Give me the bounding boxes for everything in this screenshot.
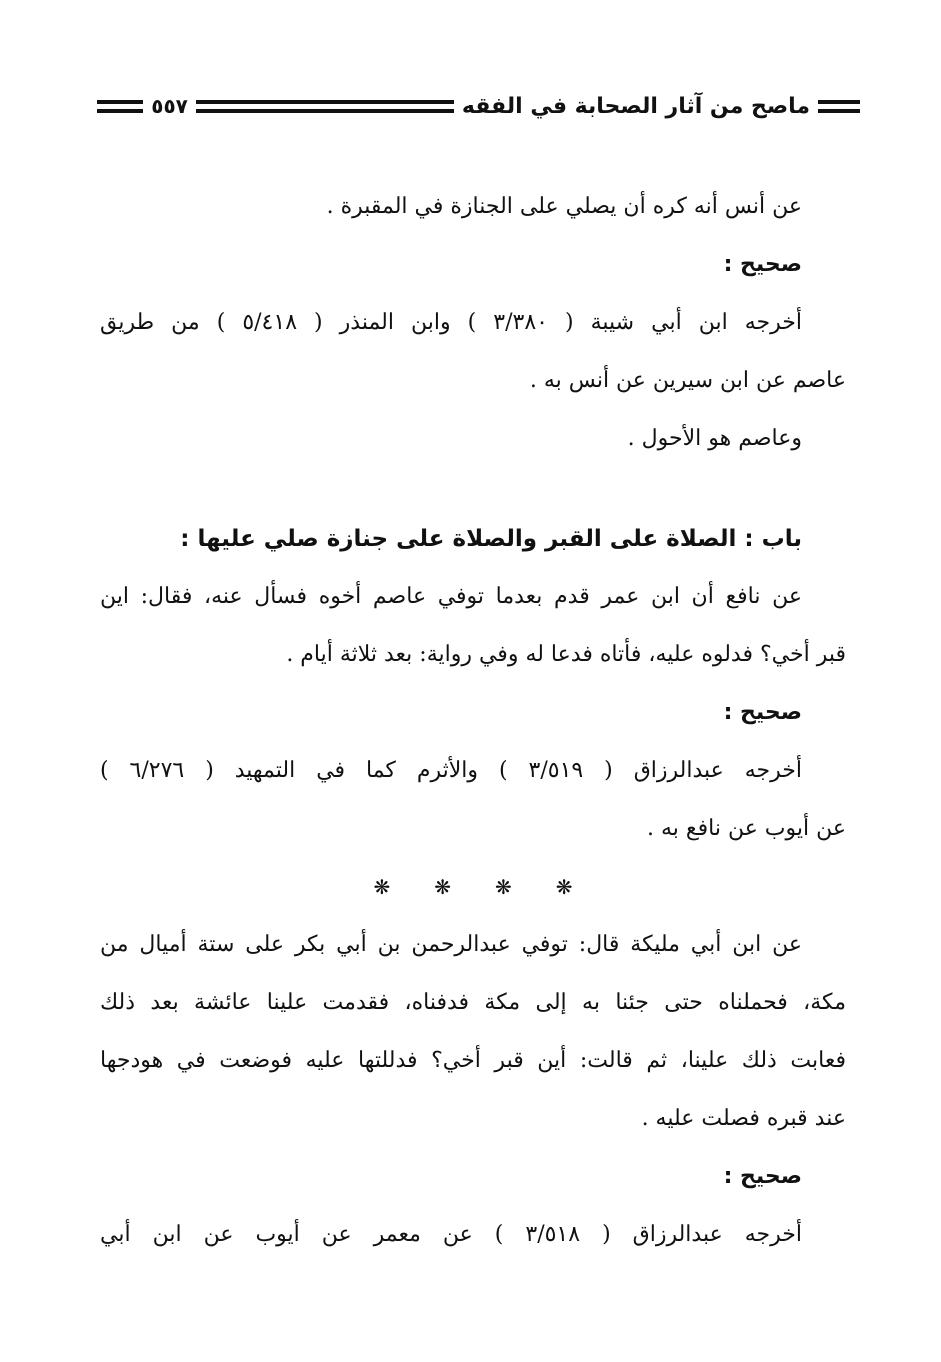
text-line: عند قبره فصلت عليه .: [641, 1106, 846, 1131]
star-ornament-icon: ❋: [373, 875, 391, 899]
text-line: عن أيوب عن نافع به .: [647, 816, 846, 841]
text-line: قبر أخي؟ فدلوه عليه، فأتاه فدعا له وفي رواية: بعد ثلاثة أيام .: [286, 642, 846, 667]
header-rule-right: [818, 100, 860, 113]
section-heading: باب : الصلاة على القبر والصلاة على جنازة صلي عليها :: [180, 526, 802, 552]
star-ornament-icon: ❋: [434, 875, 451, 899]
page-number: ٥٥٧: [151, 94, 188, 118]
header-rule-middle: [196, 100, 454, 113]
grading-label: صحيح :: [723, 700, 802, 725]
grading-label: صحيح :: [723, 252, 802, 277]
text-line: عن نافع أن ابن عمر قدم بعدما توفي عاصم أخوه فسأل عنه، فقال: اين: [100, 584, 802, 609]
text-line: أخرجه عبدالرزاق ( ٣/٥١٩ ) والأثرم كما في التمهيد ( ٦/٢٧٦ ): [100, 758, 802, 783]
star-ornament-icon: ❋: [495, 875, 512, 899]
page-body: [100, 178, 846, 1264]
header-rule-left: [97, 100, 143, 113]
text-line: مكة، فحملناه حتى جئنا به إلى مكة فدفناه، فقدمت علينا عائشة بعد ذلك: [100, 990, 846, 1015]
text-line: عاصم عن ابن سيرين عن أنس به .: [529, 368, 846, 393]
text-line: فعابت ذلك علينا، ثم قالت: أين قبر أخي؟ فدللتها عليه فوضعت في هودجها: [100, 1048, 846, 1073]
grading-label: صحيح :: [723, 1164, 802, 1189]
section-spacer: [100, 468, 846, 510]
running-header: [100, 88, 860, 124]
text-line: عن أنس أنه كره أن يصلي على الجنازة في المقبرة .: [326, 194, 802, 219]
star-ornament-icon: ❋: [555, 875, 573, 899]
text-line: أخرجه عبدالرزاق ( ٣/٥١٨ ) عن معمر عن أيوب عن ابن أبي: [100, 1222, 802, 1247]
text-line: عن ابن أبي مليكة قال: توفي عبدالرحمن بن أبي بكر على ستة أميال من: [100, 932, 802, 957]
text-line: وعاصم هو الأحول .: [627, 426, 802, 451]
header-title: ماصح من آثار الصحابة في الفقه: [461, 93, 810, 119]
star-separator: [100, 858, 846, 916]
text-line: أخرجه ابن أبي شيبة ( ٣/٣٨٠ ) وابن المنذر ( ٥/٤١٨ ) من طريق: [100, 310, 802, 335]
